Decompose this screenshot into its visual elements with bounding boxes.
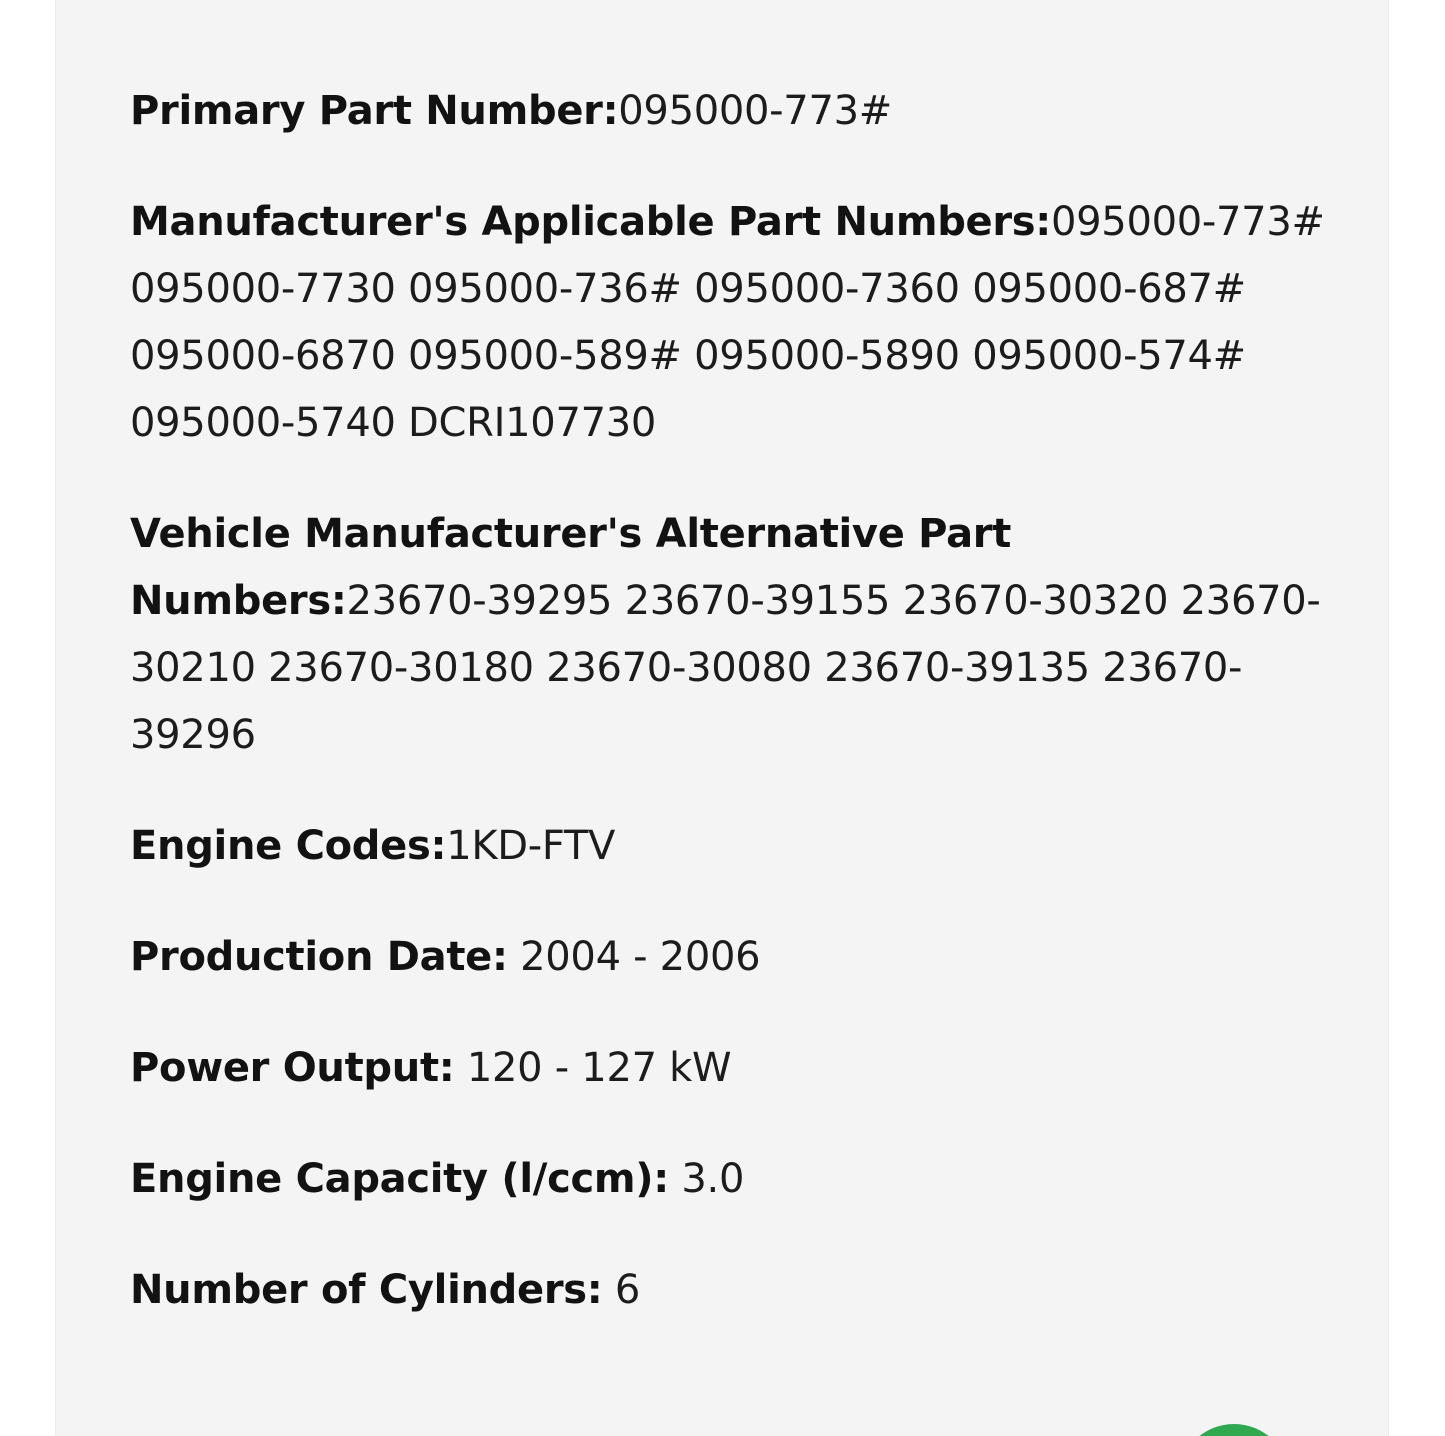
spec-label: Manufacturer's Applicable Part Numbers:: [130, 199, 1051, 245]
spec-value: 120 - 127 kW: [454, 1045, 732, 1091]
specs-list: [130, 78, 1330, 1368]
product-specs-card: [56, 0, 1388, 1436]
spec-label: Engine Capacity (l/ccm):: [130, 1156, 669, 1202]
spec-row-engine-capacity: [130, 1146, 1330, 1213]
spec-row-engine-codes: [130, 813, 1330, 880]
spec-label: Engine Codes:: [130, 823, 447, 869]
spec-value: 095000-773#: [618, 88, 892, 134]
spec-row-number-of-cylinders: [130, 1257, 1330, 1324]
spec-value: 1KD-FTV: [446, 823, 616, 869]
spec-row-primary-part-number: [130, 78, 1330, 145]
spec-value: 6: [602, 1267, 641, 1313]
spec-value: 095000-773# 095000-7730 095000-736# 095000-7360 095000-687# 095000-6870 095000-589# 095000-5890 095000-574# 095000-5740 DCRI107730: [130, 199, 1325, 446]
spec-row-vehicle-alternative-part-numbers: [130, 501, 1330, 769]
spec-label: Number of Cylinders:: [130, 1267, 603, 1313]
spec-row-manufacturer-part-numbers: [130, 189, 1330, 457]
spec-value: 23670-39295 23670-39155 23670-30320 23670-30210 23670-30180 23670-30080 23670-39135 23670-39296: [130, 578, 1321, 758]
spec-label: Vehicle Manufacturer's Alternative Part Numbers:: [130, 511, 1012, 624]
spec-value: 2004 - 2006: [507, 934, 761, 980]
spec-label: Primary Part Number:: [130, 88, 619, 134]
spec-row-production-date: [130, 924, 1330, 991]
spec-label: Production Date:: [130, 934, 508, 980]
spec-value: 3.0: [668, 1156, 745, 1202]
spec-label: Power Output:: [130, 1045, 455, 1091]
spec-row-power-output: [130, 1035, 1330, 1102]
